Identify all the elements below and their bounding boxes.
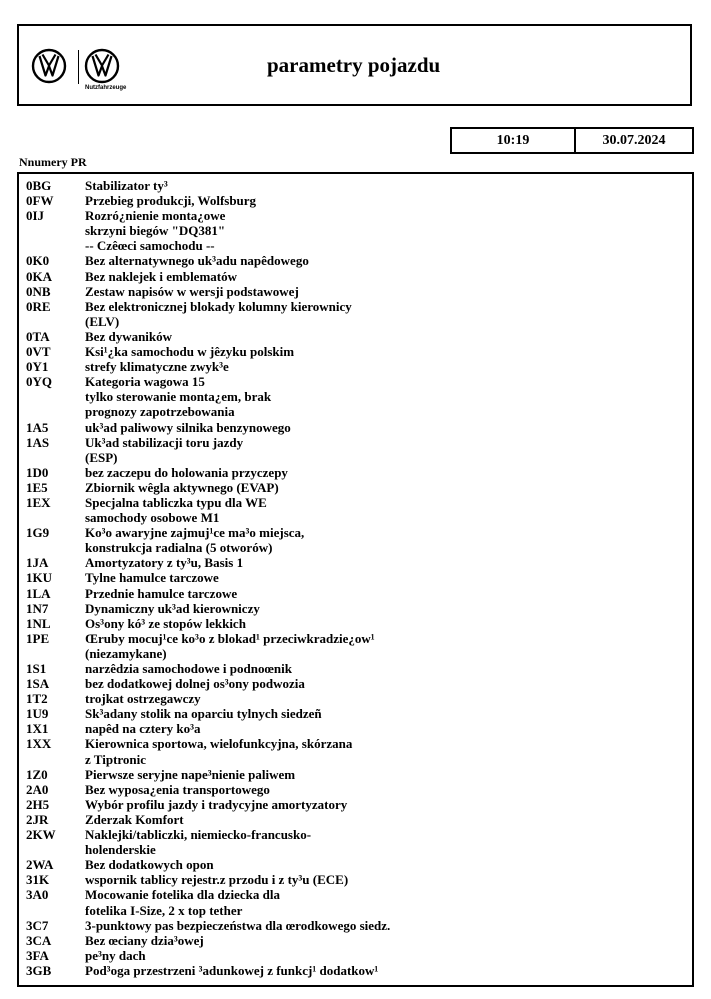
- pr-description-line: Bez wyposa¿enia transportowego: [85, 781, 270, 797]
- pr-row: [26, 465, 688, 480]
- pr-code: 2H5: [26, 796, 50, 812]
- pr-code: 1U9: [26, 706, 49, 722]
- pr-code: 1X1: [26, 721, 49, 737]
- pr-row: [26, 963, 688, 978]
- pr-description-line: Sk³adany stolik na oparciu tylnych siedzeñ: [85, 706, 322, 722]
- pr-description-line: 3-punktowy pas bezpieczeństwa dla œrodkowego siedz.: [85, 917, 391, 933]
- datetime-box: [450, 127, 694, 154]
- pr-row: [26, 299, 688, 329]
- pr-code: 1SA: [26, 676, 50, 692]
- pr-description: [85, 420, 688, 435]
- pr-row: [26, 586, 688, 601]
- pr-row: [26, 269, 688, 284]
- pr-code: 1N7: [26, 600, 49, 616]
- pr-row: [26, 284, 688, 299]
- pr-code: 2JR: [26, 811, 49, 827]
- vw-logos: [29, 46, 139, 102]
- pr-row: [26, 420, 688, 435]
- pr-description-line: strefy klimatyczne zwyk³e: [85, 359, 229, 375]
- pr-row: [26, 887, 688, 917]
- pr-description: [85, 253, 688, 268]
- pr-row: [26, 721, 688, 736]
- pr-code: 1EX: [26, 494, 51, 510]
- pr-description-line: Naklejki/tabliczki, niemiecko-francusko-: [85, 827, 312, 843]
- pr-description: [85, 918, 688, 933]
- pr-description: [85, 676, 688, 691]
- pr-description-line: Dynamiczny uk³ad kierowniczy: [85, 600, 260, 616]
- pr-row: [26, 435, 688, 465]
- pr-row: [26, 797, 688, 812]
- pr-description-line: Kierownica sportowa, wielofunkcyjna, skórzana: [85, 736, 353, 752]
- pr-description: [85, 887, 688, 917]
- pr-description-line: bez zaczepu do holowania przyczepy: [85, 464, 288, 480]
- pr-description-line: Uk³ad stabilizacji toru jazdy: [85, 434, 244, 450]
- pr-description-line: skrzyni biegów "DQ381": [85, 223, 226, 239]
- pr-row: [26, 782, 688, 797]
- pr-row: [26, 661, 688, 676]
- pr-row: [26, 872, 688, 887]
- pr-description-line: pe³ny dach: [85, 947, 146, 963]
- pr-row: [26, 570, 688, 585]
- pr-code: 0VT: [26, 344, 51, 360]
- pr-row: [26, 736, 688, 766]
- pr-description-line: Pierwsze seryjne nape³nienie paliwem: [85, 766, 296, 782]
- pr-row: [26, 178, 688, 193]
- pr-code: 1T2: [26, 691, 48, 707]
- pr-description-line: napêd na cztery ko³a: [85, 721, 201, 737]
- pr-description: [85, 329, 688, 344]
- pr-description-line: Przebieg produkcji, Wolfsburg: [85, 193, 257, 209]
- pr-description: [85, 495, 688, 525]
- pr-description: [85, 691, 688, 706]
- pr-row: [26, 691, 688, 706]
- pr-row: [26, 253, 688, 268]
- pr-description-line: Pod³oga przestrzeni ³adunkowej z funkcj¹ dodatkow¹: [85, 962, 379, 978]
- pr-description: [85, 948, 688, 963]
- pr-code: 1G9: [26, 525, 50, 541]
- pr-description-line: Wybór profilu jazdy i tradycyjne amortyzatory: [85, 796, 348, 812]
- pr-description-line: konstrukcja radialna (5 otworów): [85, 540, 273, 556]
- pr-row: [26, 208, 688, 253]
- pr-code: 1NL: [26, 615, 51, 631]
- pr-code: 0IJ: [26, 208, 45, 224]
- pr-description-line: Specjalna tabliczka typu dla WE: [85, 494, 267, 510]
- pr-row: [26, 948, 688, 963]
- pr-description: [85, 555, 688, 570]
- vw-logo-icon: [29, 46, 139, 86]
- pr-code: 3C7: [26, 917, 49, 933]
- pr-description-line: Bez dodatkowych opon: [85, 857, 214, 873]
- pr-description-line: Stabilizator ty³: [85, 178, 168, 193]
- pr-row: [26, 857, 688, 872]
- pr-code: 0Y1: [26, 359, 49, 375]
- pr-row: [26, 631, 688, 661]
- pr-row: [26, 555, 688, 570]
- pr-description: [85, 586, 688, 601]
- pr-description-line: Œruby mocuj¹ce ko³o z blokad¹ przeciwkradzie¿ow¹: [85, 630, 375, 646]
- pr-code: 1LA: [26, 585, 51, 601]
- pr-description-line: Bez dywaników: [85, 328, 173, 344]
- pr-row: [26, 767, 688, 782]
- pr-description: [85, 797, 688, 812]
- pr-code: 2A0: [26, 781, 49, 797]
- pr-description-line: fotelika I-Size, 2 x top tether: [85, 902, 243, 918]
- pr-description: [85, 736, 688, 766]
- pr-row: [26, 359, 688, 374]
- pr-code: 1AS: [26, 434, 50, 450]
- pr-description: [85, 435, 688, 465]
- pr-description-line: -- Czêœci samochodu --: [85, 238, 215, 254]
- pr-code: 2WA: [26, 857, 54, 873]
- pr-code: 0NB: [26, 283, 51, 299]
- pr-row: [26, 374, 688, 419]
- pr-description-line: uk³ad paliwowy silnika benzynowego: [85, 419, 291, 435]
- pr-description-line: Zestaw napisów w wersji podstawowej: [85, 283, 299, 299]
- page-title: parametry pojazdu: [267, 53, 441, 77]
- pr-code: 0YQ: [26, 374, 52, 390]
- pr-description: [85, 812, 688, 827]
- pr-description-line: samochody osobowe M1: [85, 510, 220, 526]
- pr-description: [85, 933, 688, 948]
- document-header: [17, 24, 692, 106]
- pr-code: 1S1: [26, 661, 47, 676]
- pr-row: [26, 344, 688, 359]
- pr-description: [85, 616, 688, 631]
- pr-row: [26, 827, 688, 857]
- pr-code: 3A0: [26, 887, 49, 903]
- pr-code: 31K: [26, 872, 50, 888]
- pr-description-line: bez dodatkowej dolnej os³ony podwozia: [85, 676, 305, 692]
- pr-code: 3CA: [26, 932, 52, 948]
- pr-description: [85, 284, 688, 299]
- pr-description-line: Kategoria wagowa 15: [85, 374, 205, 390]
- pr-row: [26, 601, 688, 616]
- pr-description-line: prognozy zapotrzebowania: [85, 404, 235, 420]
- pr-description: [85, 178, 688, 193]
- pr-row: [26, 676, 688, 691]
- pr-row: [26, 495, 688, 525]
- pr-code: 1XX: [26, 736, 52, 752]
- pr-code: 0FW: [26, 193, 54, 209]
- pr-code: 1D0: [26, 464, 49, 480]
- pr-description-line: Amortyzatory z ty³u, Basis 1: [85, 555, 244, 571]
- pr-row: [26, 812, 688, 827]
- pr-row: [26, 525, 688, 555]
- pr-description-line: Zderzak Komfort: [85, 811, 184, 827]
- pr-code: 1E5: [26, 479, 48, 495]
- pr-description-line: holenderskie: [85, 842, 156, 858]
- pr-description-line: Ksi¹¿ka samochodu w jêzyku polskim: [85, 344, 295, 360]
- pr-description-line: Mocowanie fotelika dla dziecka dla: [85, 887, 280, 903]
- section-label: Nnumery PR: [19, 155, 87, 169]
- pr-description-line: Bez œciany dzia³owej: [85, 932, 204, 948]
- logo-subtitle: Nutzfahrzeuge: [85, 85, 127, 91]
- pr-description: [85, 193, 688, 208]
- pr-description: [85, 465, 688, 480]
- pr-code: 1PE: [26, 630, 50, 646]
- pr-row: [26, 193, 688, 208]
- pr-description: [85, 767, 688, 782]
- pr-description: [85, 661, 688, 676]
- time-value: 10:19: [452, 129, 576, 152]
- pr-description-line: narzêdzia samochodowe i podnoœnik: [85, 661, 292, 676]
- pr-numbers-list: [17, 172, 694, 987]
- pr-description: [85, 344, 688, 359]
- pr-description: [85, 269, 688, 284]
- pr-row: [26, 933, 688, 948]
- pr-code: 1A5: [26, 419, 49, 435]
- pr-code: 2KW: [26, 827, 56, 843]
- pr-code: 3GB: [26, 962, 52, 978]
- pr-description-line: tylko sterowanie monta¿em, brak: [85, 389, 272, 405]
- pr-code: 3FA: [26, 947, 49, 963]
- pr-description: [85, 601, 688, 616]
- pr-code: 1Z0: [26, 766, 48, 782]
- pr-row: [26, 706, 688, 721]
- pr-code: 0K0: [26, 253, 50, 269]
- pr-description-line: Przednie hamulce tarczowe: [85, 585, 238, 601]
- pr-description-line: Zbiornik wêgla aktywnego (EVAP): [85, 479, 279, 495]
- pr-description: [85, 963, 688, 978]
- pr-description-line: wspornik tablicy rejestr.z przodu i z ty³u (ECE): [85, 872, 349, 888]
- pr-description: [85, 299, 688, 329]
- pr-row: [26, 329, 688, 344]
- pr-code: 1KU: [26, 570, 52, 586]
- pr-description: [85, 359, 688, 374]
- pr-list: [26, 178, 688, 978]
- logo-divider: [78, 50, 79, 84]
- pr-row: [26, 480, 688, 495]
- pr-description-line: Ko³o awaryjne zajmuj¹ce ma³o miejsca,: [85, 525, 305, 541]
- pr-code: 0RE: [26, 298, 51, 314]
- pr-row: [26, 616, 688, 631]
- pr-code: 0KA: [26, 268, 52, 284]
- pr-description-line: Tylne hamulce tarczowe: [85, 570, 219, 586]
- date-value: 30.07.2024: [602, 132, 666, 148]
- pr-description-line: (niezamykane): [85, 645, 167, 661]
- pr-description-line: Bez elektronicznej blokady kolumny kierownicy: [85, 298, 352, 314]
- pr-description: [85, 631, 688, 661]
- pr-description-line: Bez alternatywnego uk³adu napêdowego: [85, 253, 309, 269]
- pr-description: [85, 480, 688, 495]
- pr-description: [85, 782, 688, 797]
- pr-description: [85, 525, 688, 555]
- pr-code: 0BG: [26, 178, 52, 193]
- pr-description: [85, 374, 688, 419]
- pr-description-line: z Tiptronic: [85, 751, 147, 767]
- pr-description-line: trojkat ostrzegawczy: [85, 691, 201, 707]
- pr-description-line: (ESP): [85, 449, 118, 465]
- pr-description-line: Bez naklejek i emblematów: [85, 268, 238, 284]
- pr-description-line: Rozró¿nienie monta¿owe: [85, 208, 226, 224]
- pr-code: 1JA: [26, 555, 49, 571]
- pr-description: [85, 208, 688, 253]
- pr-description: [85, 721, 688, 736]
- pr-description-line: Os³ony kó³ ze stopów lekkich: [85, 615, 246, 631]
- pr-description: [85, 570, 688, 585]
- pr-code: 0TA: [26, 328, 50, 344]
- pr-description-line: (ELV): [85, 313, 120, 329]
- pr-description: [85, 857, 688, 872]
- pr-description: [85, 706, 688, 721]
- pr-description: [85, 872, 688, 887]
- pr-row: [26, 918, 688, 933]
- pr-description: [85, 827, 688, 857]
